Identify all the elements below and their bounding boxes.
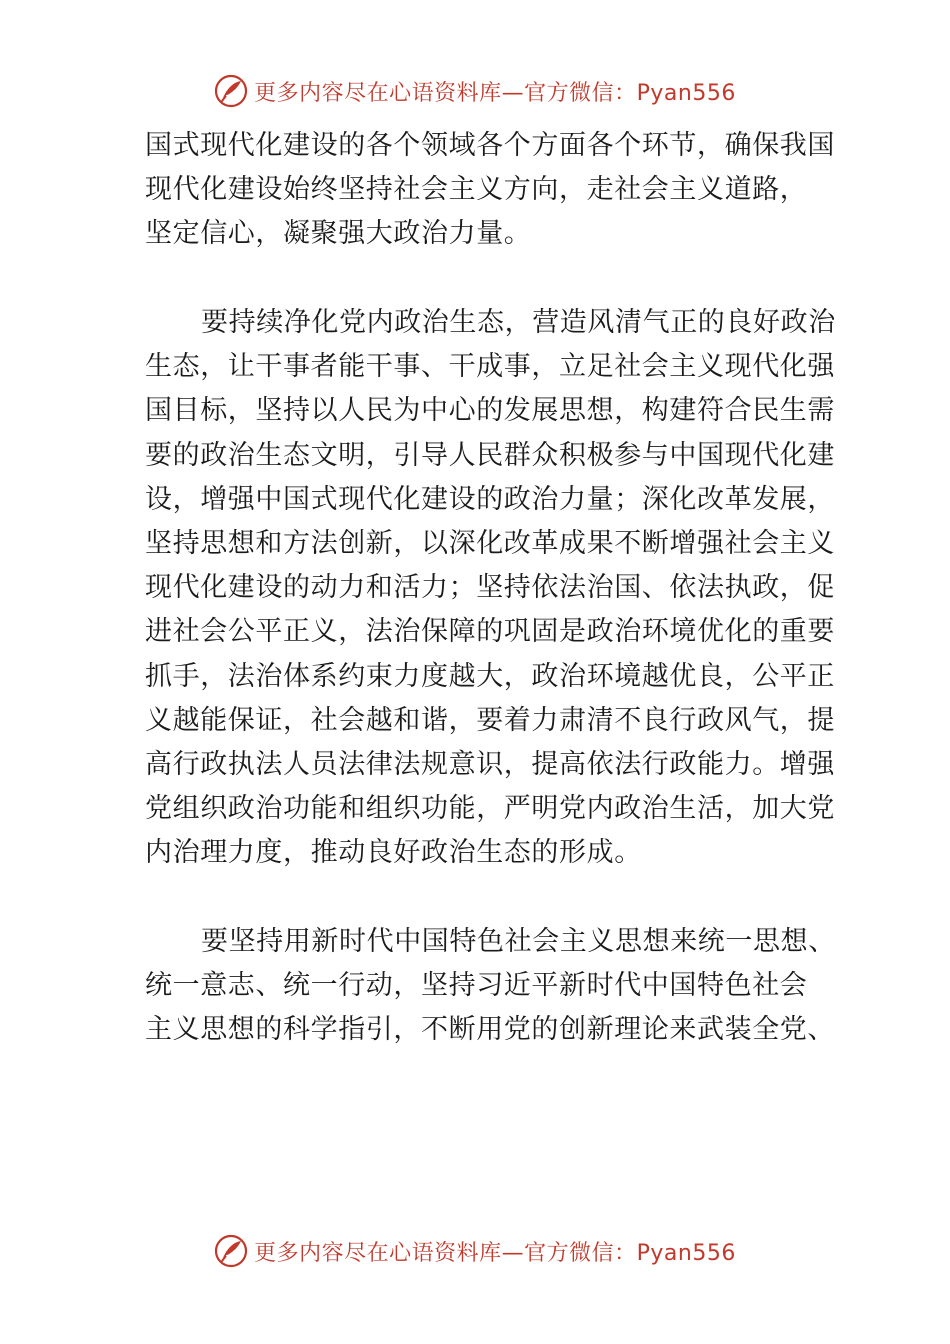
text-line: 高行政执法人员法律法规意识，提高依法行政能力。增强 bbox=[145, 749, 835, 781]
text-line: 进社会公平正义，法治保障的巩固是政治环境优化的重要 bbox=[145, 616, 835, 648]
text-line: 抓手，法治体系约束力度越大，政治环境越优良，公平正 bbox=[145, 660, 835, 692]
text-line: 国目标，坚持以人民为中心的发展思想，构建符合民生需 bbox=[145, 395, 835, 427]
text-line: 要坚持用新时代中国特色社会主义思想来统一思想、 bbox=[201, 926, 836, 957]
text-line: 统一意志、统一行动，坚持习近平新时代中国特色社会 bbox=[145, 970, 808, 1002]
text-line: 生态，让干事者能干事、干成事，立足社会主义现代化强 bbox=[145, 351, 835, 383]
text-line: 义越能保证，社会越和谐，要着力肃清不良行政风气，提 bbox=[145, 704, 835, 736]
text-line: 坚定信心，凝聚强大政治力量。 bbox=[145, 218, 532, 250]
text-line: 坚持思想和方法创新，以深化改革成果不断增强社会主义 bbox=[145, 528, 835, 560]
text-line: 主义思想的科学指引，不断用党的创新理论来武装全党、 bbox=[145, 1014, 835, 1046]
feather-pen-icon bbox=[214, 1234, 248, 1268]
header-banner-text: 更多内容尽在心语资料库—官方微信：Pyan556 bbox=[254, 80, 736, 106]
text-line: 国式现代化建设的各个领域各个方面各个环节，确保我国 bbox=[145, 130, 835, 161]
text-line: 要持续净化党内政治生态，营造风清气正的良好政治 bbox=[201, 307, 836, 338]
footer-banner bbox=[0, 1226, 950, 1276]
text-line: 现代化建设的动力和活力；坚持依法治国、依法执政，促 bbox=[145, 572, 835, 604]
paragraph-1 bbox=[145, 124, 835, 257]
text-line: 要的政治生态文明，引导人民群众积极参与中国现代化建 bbox=[145, 439, 835, 471]
text-line: 现代化建设始终坚持社会主义方向，走社会主义道路， bbox=[145, 174, 808, 206]
paragraph-3 bbox=[145, 920, 835, 1053]
text-line: 设，增强中国式现代化建设的政治力量；深化改革发展， bbox=[145, 483, 835, 515]
feather-pen-icon bbox=[214, 74, 248, 108]
text-line: 内治理力度，推动良好政治生态的形成。 bbox=[145, 837, 642, 869]
header-banner bbox=[0, 66, 950, 116]
footer-banner-text: 更多内容尽在心语资料库—官方微信：Pyan556 bbox=[254, 1240, 736, 1266]
text-line: 党组织政治功能和组织功能，严明党内政治生活，加大党 bbox=[145, 793, 835, 825]
paragraph-2 bbox=[145, 301, 835, 876]
